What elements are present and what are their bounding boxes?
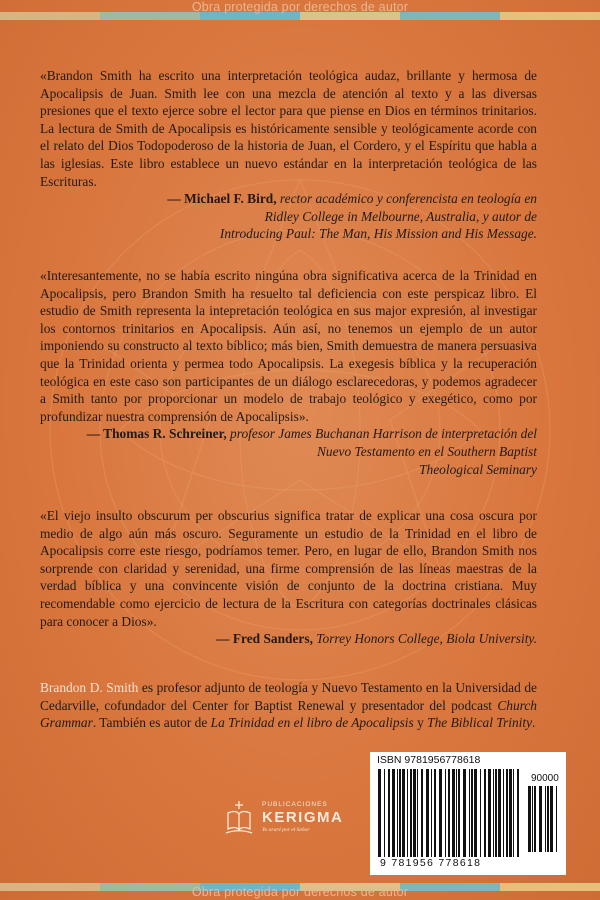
endorser-name: — Thomas R. Schreiner, [86, 426, 227, 442]
isbn-human-readable: 9 781956 778618 [380, 857, 482, 869]
barcode-bar [434, 769, 436, 857]
barcode-bar [474, 769, 477, 857]
endorsement-text: «El viejo insulto obscurum per obscurius significa tratar de explicar una cosa oscura por medio de algo aún más oscuro. Seguramente un estudio de la Trinidad en el libro de Apocalipsis corre este riesgo, podríamos temer. Pero, en lugar de ello, Brandon Smith nos sorprende con claridad y serenidad, una firme comprensión de las líneas maestras de la verdad bíblica y una convincente visión de conjunto de la doctrina cristiana. Muy recomendable como ejercicio de lectura de la Escritura con categorías doctrinales clásicas para conocer a Dios». [40, 508, 537, 629]
bio-text: es profesor adjunto de teología y Nuevo Testamento en la Universidad de Cedarville, cofundador del Center for Baptist Renewal y presentador del podcast [40, 680, 538, 713]
podcast-title: Church Grammar [40, 697, 537, 731]
barcode-bar [431, 769, 432, 857]
barcode-bar [388, 769, 390, 857]
barcode-bar [399, 769, 401, 857]
book-emblem-icon [224, 799, 254, 837]
barcode-bar [463, 769, 466, 857]
endorser-role-line-1: rector académico y conferencista en teología en [279, 191, 537, 207]
isbn-label: ISBN 9781956778618 [377, 754, 481, 766]
barcode-bar [392, 769, 395, 857]
publisher-tagline: Yo oraré por el Señor [262, 827, 310, 833]
publisher-label: PUBLICACIONES [262, 801, 328, 808]
bio-text-4: . [532, 715, 536, 731]
barcode-bar [532, 786, 533, 852]
barcode-bar [550, 786, 553, 852]
barcode-bar [471, 769, 473, 857]
barcode-bar [445, 769, 446, 857]
barcode-bar [495, 769, 497, 857]
barcode-bar [410, 769, 412, 857]
barcode-bar [384, 769, 385, 857]
watermark-top: Obra protegida por derechos de autor [191, 0, 409, 14]
barcode-bar [426, 769, 429, 857]
endorsement-attribution [40, 425, 537, 478]
barcode-bar [421, 769, 423, 857]
endorsement-attribution [40, 190, 537, 243]
barcode-bar [417, 769, 418, 857]
author-name: Brandon D. Smith [40, 680, 139, 695]
barcode-bar [506, 769, 508, 857]
endorsement-schreiner [40, 267, 537, 478]
bio-text-3: y [413, 715, 428, 731]
barcode-bar [498, 769, 501, 857]
isbn-barcode [370, 752, 566, 875]
endorser-role-line-1: Torrey Honors College, Biola University. [316, 631, 537, 647]
barcode-bar [503, 769, 504, 857]
barcode-bar [480, 769, 481, 857]
endorsement-text: «Interesantemente, no se había escrito ningúna obra significativa acerca de la Trinidad en Apocalipsis, pero Brandon Smith ha resuelto tal deficiencia con este perspicaz libro. El estudio de Smith representa la intepretación teológica en sus major expresión, al investigar los contornos trinitarios en Apocalipsis. Aún así, no tenemos un ejemplo de un autor imponiendo su constructo al texto bíblico; más bien, Smith demuestra de manera persuasiva que la Trinidad orienta y permea todo Apocalipsis. La exegesis bíblica y la recuperación teológica en este caso son participantes de un diálogo esclarecedoras, y podemos agradecer a Smith tanto por proporcionar un modelo de trabajo teológico y exegético, como por profundizar nuestra comprensión de Apocalipsis». [40, 268, 537, 424]
endorsement-attribution [40, 630, 537, 648]
endorsement-bird [40, 67, 537, 243]
barcode-bar [539, 786, 542, 852]
barcode-bar [402, 769, 405, 857]
endorser-name: — Michael F. Bird, [167, 191, 277, 207]
endorser-role-line-1: profesor James Buchanan Harrison de interpretación del [230, 426, 537, 442]
barcode-bar [513, 769, 514, 857]
barcode-bar [469, 769, 470, 857]
endorser-role-line-3: Introducing Paul: The Man, His Mission and His Message. [219, 226, 537, 242]
barcode-bar [509, 769, 512, 857]
endorser-role-line-2: Nuevo Testamento en el Southern Baptist [316, 443, 537, 459]
barcode-bar [413, 769, 416, 857]
barcode-bar [397, 769, 398, 857]
barcode-bar [556, 786, 557, 852]
book-title-2: The Biblical Trinity [427, 715, 533, 731]
barcode-bar [528, 786, 531, 852]
barcode-bar [488, 769, 491, 857]
price-code: 90000 [531, 773, 559, 784]
barcode-bar [545, 786, 546, 852]
barcode-bar [493, 769, 494, 857]
author-bio [40, 679, 537, 732]
barcode-bar [456, 769, 457, 857]
book-title-1: La Trinidad en el libro de Apocalipsis [210, 715, 414, 731]
endorser-role-line-3: Theological Seminary [419, 461, 537, 477]
bio-text-2: . También es autor de [92, 715, 211, 731]
barcode-bar [484, 769, 486, 857]
barcode-bar [458, 769, 460, 857]
barcode-bar [534, 786, 536, 852]
publisher-name: KERIGMA [262, 809, 344, 826]
barcode-bar [378, 769, 381, 857]
barcode-bar [547, 786, 549, 852]
barcode-bar [448, 769, 450, 857]
endorser-role-line-2: Ridley College in Melbourne, Australia, y autor de [264, 208, 537, 224]
barcode-bar [439, 769, 442, 857]
watermark-bottom: Obra protegida por derechos de autor [191, 885, 409, 899]
barcode-bar [452, 769, 455, 857]
endorser-name: — Fred Sanders, [216, 631, 313, 647]
barcode-bar [407, 769, 408, 857]
publisher-logo [224, 795, 344, 845]
endorsement-sanders [40, 507, 537, 648]
endorsement-text: «Brandon Smith ha escrito una interpretación teológica audaz, brillante y hermosa de Apocalipsis de Juan. Smith lee con una mezcla de atención al texto y a las diversas presiones que el texto ejerce sobre el lector para que piense en Dios en términos trinitarios. La lectura de Smith de Apocalipsis es históricamente sensible y teológicamente acorde con el relato del Dios Todopoderoso de la historia de Juan, el Cordero, y el Espíritu que habla a las iglesias. Este libro establece un nuevo estándar en la interpretación teológica de las Escrituras. [40, 68, 537, 189]
barcode-bar [517, 769, 519, 857]
